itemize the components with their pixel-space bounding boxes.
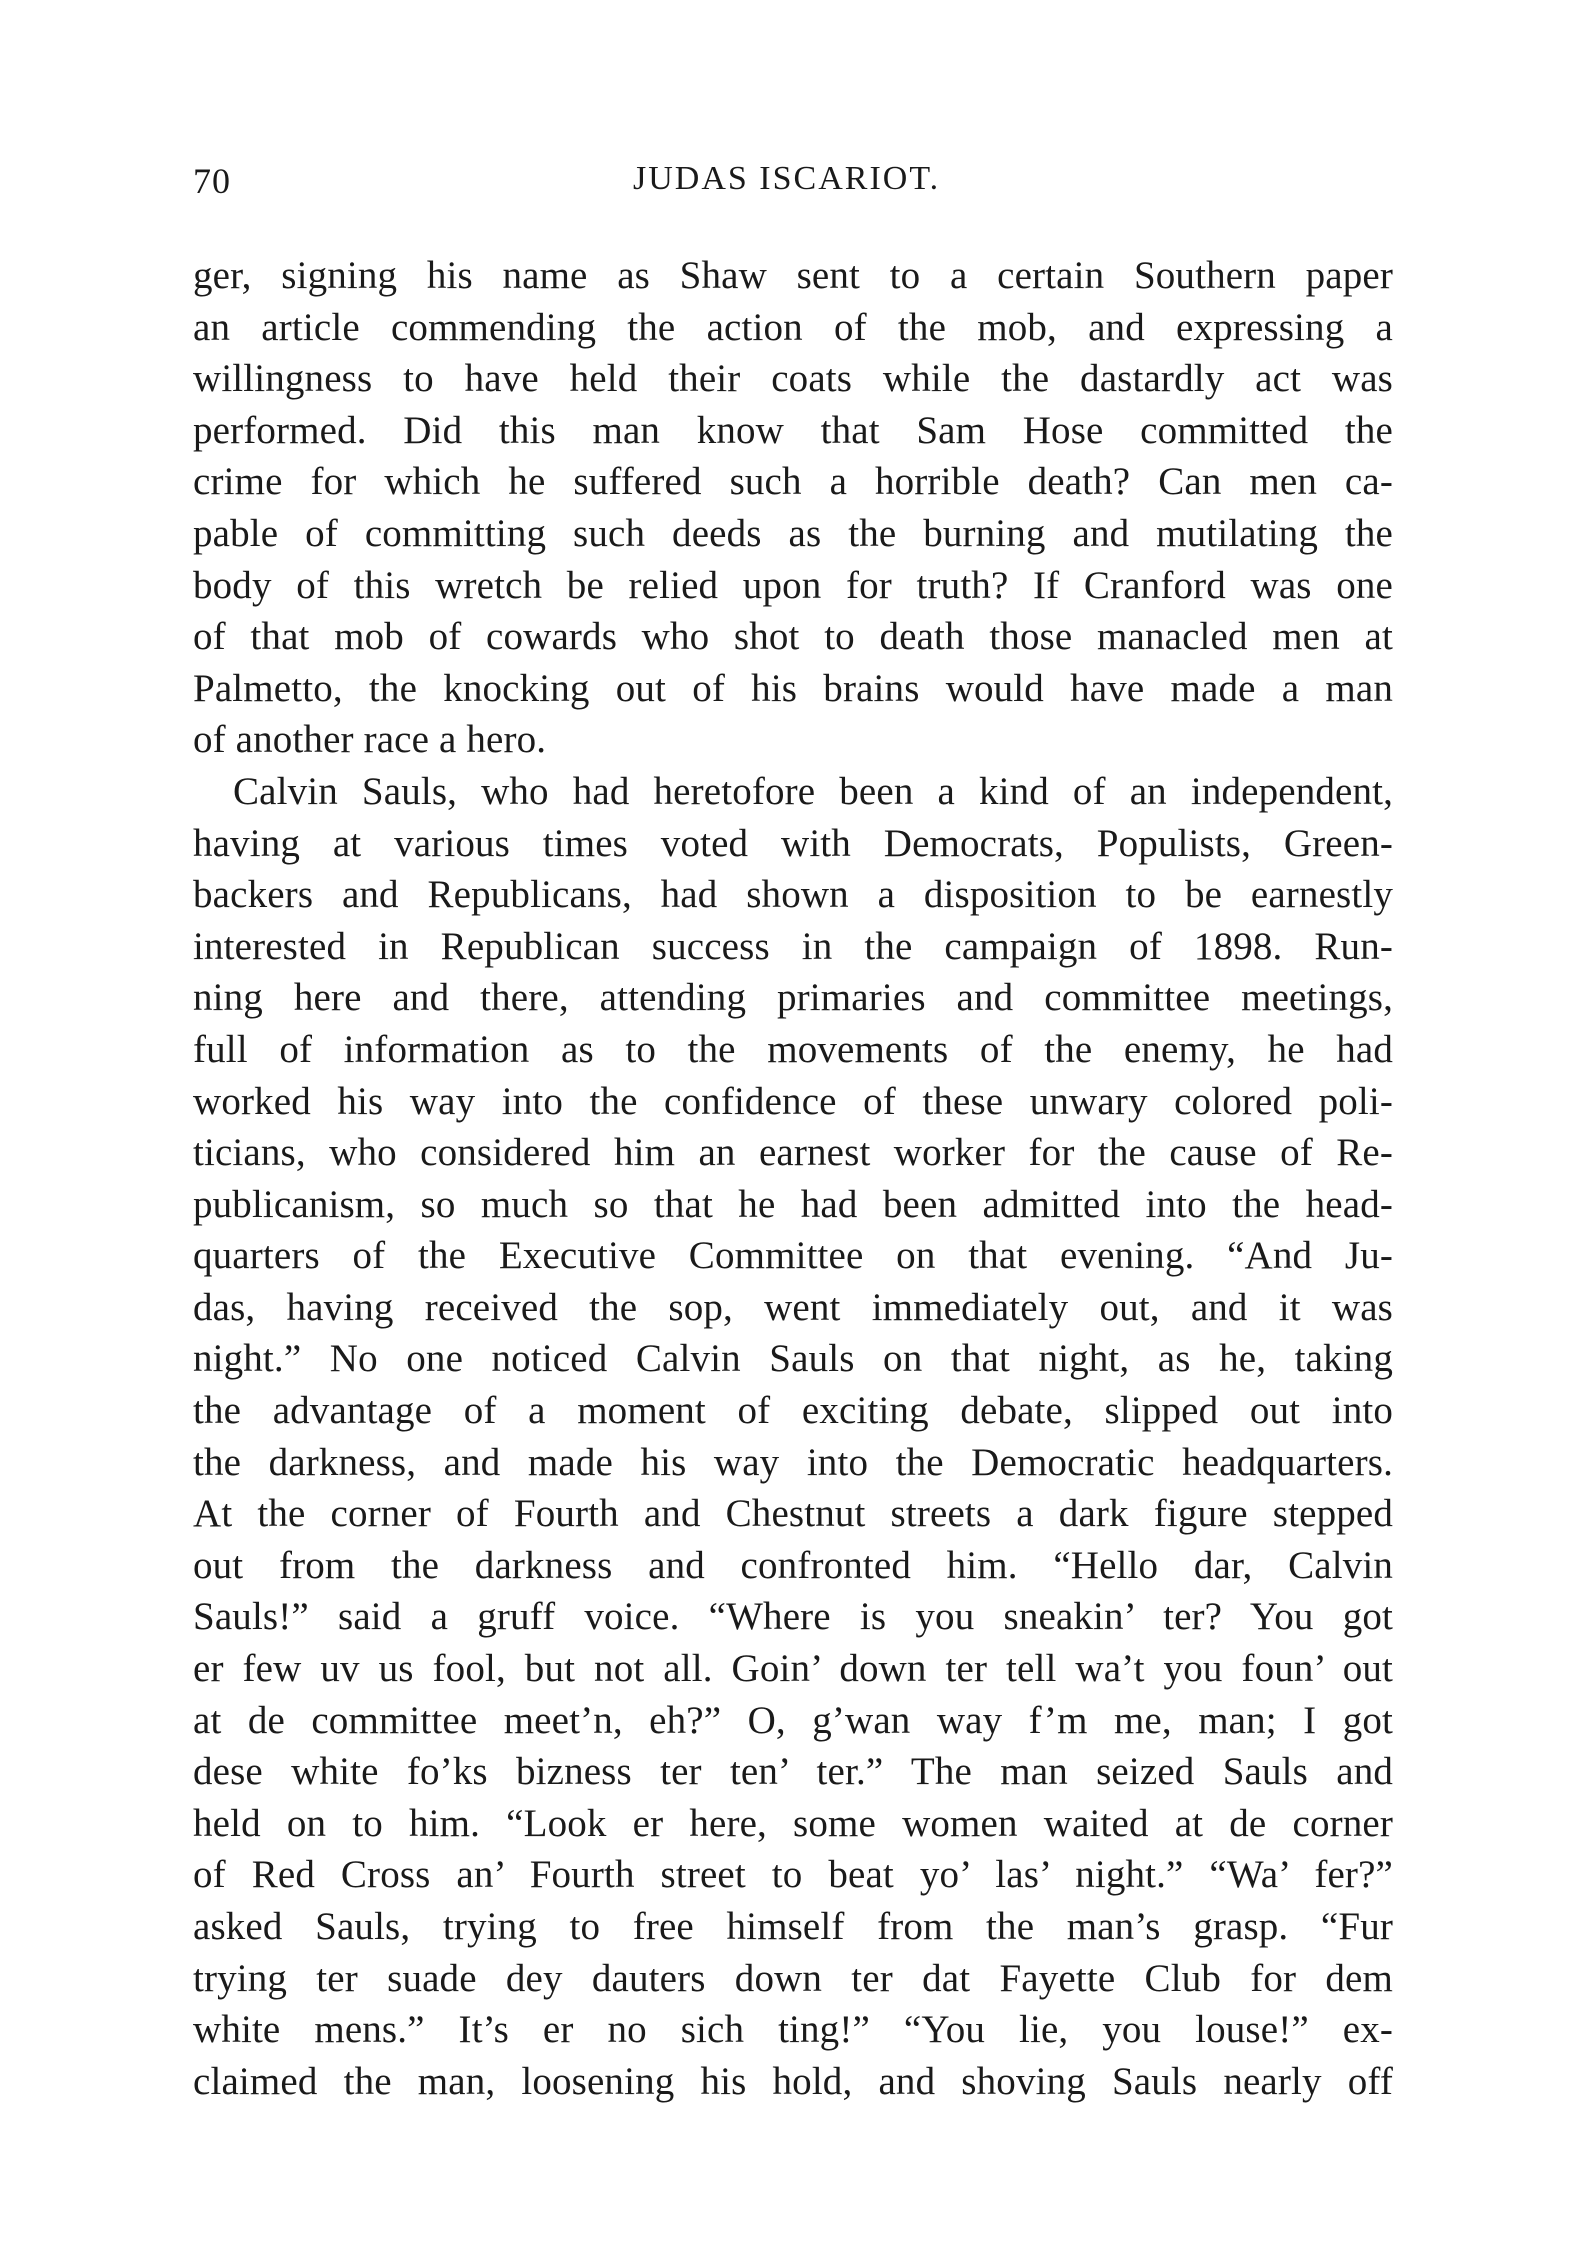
text-line: Sauls!” said a gruff voice. “Where is you sneakin’ ter? You got	[193, 1595, 1393, 1639]
text-line: trying ter suade dey dauters down ter dat Fayette Club for dem	[193, 1956, 1393, 2000]
text-line: ticians, who considered him an earnest worker for the cause of Re-	[193, 1131, 1393, 1175]
text-line: white mens.” It’s er no sich ting!” “You lie, you louse!” ex-	[193, 2008, 1393, 2052]
text-line: Calvin Sauls, who had heretofore been a kind of an independent,	[233, 769, 1393, 813]
text-line: claimed the man, loosening his hold, and shoving Sauls nearly off	[193, 2059, 1393, 2103]
text-line: publicanism, so much so that he had been admitted into the head-	[193, 1182, 1393, 1226]
text-line: of that mob of cowards who shot to death those manacled men at	[193, 615, 1393, 659]
text-line: out from the darkness and confronted him. “Hello dar, Calvin	[193, 1543, 1393, 1587]
text-line: worked his way into the confidence of these unwary colored poli-	[193, 1079, 1393, 1123]
running-head	[193, 160, 1393, 220]
text-line: pable of committing such deeds as the burning and mutilating the	[193, 511, 1393, 555]
text-line: at de committee meet’n, eh?” O, g’wan way f’m me, man; I got	[193, 1698, 1393, 1742]
text-line: the darkness, and made his way into the Democratic headquarters.	[193, 1440, 1393, 1484]
text-line: quarters of the Executive Committee on that evening. “And Ju-	[193, 1234, 1393, 1278]
text-line: an article commending the action of the mob, and expressing a	[193, 305, 1393, 349]
text-line: held on to him. “Look er here, some women waited at de corner	[193, 1801, 1393, 1845]
text-line: asked Sauls, trying to free himself from the man’s grasp. “Fur	[193, 1905, 1393, 1948]
text-line: night.” No one noticed Calvin Sauls on that night, as he, taking	[193, 1337, 1393, 1381]
text-line: dese white fo’ks bizness ter ten’ ter.” The man seized Sauls and	[193, 1750, 1393, 1794]
text-line: having at various times voted with Democrats, Populists, Green-	[193, 821, 1393, 865]
text-line: er few uv us fool, but not all. Goin’ down ter tell wa’t you foun’ out	[193, 1647, 1393, 1691]
text-line: interested in Republican success in the campaign of 1898. Run-	[193, 924, 1393, 968]
text-line: ger, signing his name as Shaw sent to a certain Southern paper	[193, 254, 1393, 297]
body-text	[193, 250, 1393, 2107]
page-number: 70	[193, 161, 231, 201]
text-line: of Red Cross an’ Fourth street to beat yo’ las’ night.” “Wa’ fer?”	[193, 1853, 1393, 1897]
text-line: crime for which he suffered such a horrible death? Can men ca-	[193, 460, 1393, 504]
text-line: backers and Republicans, had shown a disposition to be earnestly	[193, 873, 1393, 917]
text-line: the advantage of a moment of exciting debate, slipped out into	[193, 1389, 1393, 1433]
text-line: full of information as to the movements of the enemy, he had	[193, 1027, 1393, 1071]
text-line: performed. Did this man know that Sam Hose committed the	[193, 408, 1393, 452]
text-line: willingness to have held their coats while the dastardly act was	[193, 357, 1393, 401]
text-line: ning here and there, attending primaries and committee meetings,	[193, 976, 1393, 1020]
text-line: das, having received the sop, went immediately out, and it was	[193, 1285, 1393, 1329]
running-title: JUDAS ISCARIOT.	[633, 160, 941, 197]
text-line: of another race a hero.	[193, 718, 547, 762]
text-line: At the corner of Fourth and Chestnut streets a dark figure stepped	[193, 1492, 1393, 1536]
text-line: Palmetto, the knocking out of his brains would have made a man	[193, 666, 1393, 710]
text-line: body of this wretch be relied upon for truth? If Cranford was one	[193, 563, 1393, 607]
